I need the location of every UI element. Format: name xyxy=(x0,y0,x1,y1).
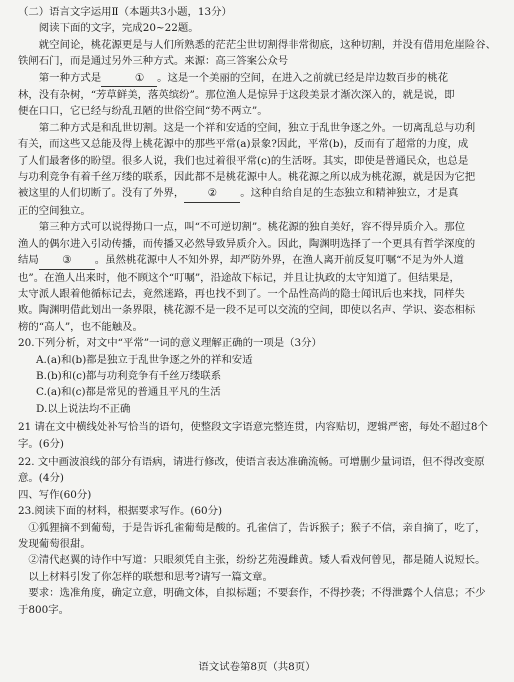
passage-line: 榜的“高人”，也不能触及。 xyxy=(18,320,143,333)
blank-1: ① xyxy=(101,70,157,87)
passage xyxy=(18,37,498,335)
passage-line: 第三种方式可以说得拗口一点，叫“不可逆切割”。桃花源的独自美好，容不得异质介入。那位 xyxy=(38,221,466,234)
passage-line: 有关，而这些又总能及得上桃花源中的那些平常(a)景象?因此，平常(b)，反而有了超常的力度，成 xyxy=(18,138,469,151)
passage-line: 第二种方式是和乱世切割。这是一个祥和安适的空间，独立于乱世争逐之外。一切离乱总与功利 xyxy=(38,121,476,134)
question-20 xyxy=(18,335,498,417)
writing-requirements: 于800字。 xyxy=(18,603,70,616)
question-stem: 意。(4分) xyxy=(18,472,64,485)
passage-line: 第一种方式是 ① 。这是一个美丽的空间，在进入之前就已经是岸边数百步的桃花 xyxy=(18,70,498,87)
writing-heading: 四、写作(60分) xyxy=(18,488,92,501)
option-c: C.(a)和(c)都是常见的普通且平凡的生活 xyxy=(36,386,221,399)
passage-line: 渔人的偶尔进入引动传播，而传播又必然导致异质介入。因此，陶渊明选择了一个更具有哲学深度的 xyxy=(18,237,476,250)
material-line: 发现葡萄很甜。 xyxy=(18,538,91,550)
material-line: ②清代赵翼的诗作中写道：只眼须凭自主张，纷纷艺苑漫雌黄。矮人看戏何曾见，都是随人说短长。 xyxy=(28,554,486,567)
passage-line: 结局 ③ 。虽然桃花源中人不知外界，却严防外界，在渔人离开前反复叮嘱“不足为外人道 xyxy=(18,252,498,269)
passage-line: 就空间论，桃花源更是与人们所熟悉的茫茫尘世切割得非常彻底，这种切割，并没有借用危崖险谷、 xyxy=(38,38,496,51)
question-21 xyxy=(18,419,498,452)
writing-requirements: 要求：选准角度，确定立意，明确文体，自拟标题；不要套作，不得抄袭；不得泄露个人信息；不少 xyxy=(28,587,486,600)
writing-prompt: 以上材料引发了你怎样的联想和思考?请写一篇文章。 xyxy=(28,570,273,583)
question-stem: 22. 文中画波浪线的部分有语病，请进行修改，使语言表达准确流畅。可增删少量词语，但不得改变原 xyxy=(18,455,485,468)
section-instruction: 阅读下面的文字，完成20~22题。 xyxy=(38,22,199,35)
passage-line: 铁闸石门，而是通过另外三种方式。来源：高三答案公众号 xyxy=(18,55,289,68)
question-23 xyxy=(18,503,498,618)
passage-line: 正的空间独立。 xyxy=(18,204,91,217)
exam-content xyxy=(18,4,498,618)
question-stem: 23.阅读下面的材料，根据要求写作。(60分) xyxy=(18,505,223,518)
passage-line: 被这里的人们切断了。没有了外界， ② 。这种自给自足的生态独立和精神独立，才是真 xyxy=(18,185,498,202)
question-22 xyxy=(18,454,498,487)
passage-line: 也”。在渔人出来时，他不顾这个“叮嘱”，沿途故下标记，并且让执政的太守知道了。但结果是， xyxy=(18,271,460,284)
passage-line: 与功利竞争有着千丝万缕的联系，因此都不是桃花源中人。桃花源之所以成为桃花源，就是因为它把 xyxy=(18,171,476,184)
section-heading: （二）语言文字运用Ⅱ（本题共3小题，13分） xyxy=(18,6,232,18)
option-a: A.(a)和(b)都是独立于乱世争逐之外的祥和安适 xyxy=(36,353,253,366)
passage-line: 林，没有杂树，“芳草鲜美，落英缤纷”。那位渔人是惊异于这段美景才渐次深入的，就是说，即 xyxy=(18,89,455,102)
blank-3: ③ xyxy=(39,252,95,269)
option-b: B.(b)和(c)都与功利竞争有千丝万缕联系 xyxy=(36,369,222,382)
page-footer: 语文试卷第8页（共8页） xyxy=(198,661,316,673)
passage-line: 败。陶渊明借此划出一条界限，桃花源不是一段不足可以交流的空间，即使以名声、学识、姿态相标 xyxy=(18,304,476,317)
blank-2: ② xyxy=(184,185,240,202)
question-stem: 21 请在文中横线处补写恰当的语句，使整段文字语意完整连贯，内容贴切，逻辑严密，每处不超过8个 xyxy=(18,421,488,434)
passage-line: 便在口口，它已经与纷乱丑陋的世俗空间“势不两立”。 xyxy=(18,105,268,118)
option-d: D.以上说法均不正确 xyxy=(36,402,131,415)
material-line: ①狐狸摘不到葡萄，于是告诉孔雀葡萄是酸的。孔雀信了，告诉猴子；猴子不信，亲自摘了，吃了， xyxy=(28,521,486,534)
passage-line: 了人们最奢侈的盼望。很多人说，我们也过着很平常(c)的生活呀。其实，即使是普通民众，也总是 xyxy=(18,154,469,167)
question-stem: 20.下列分析，对文中“平常”一词的意义理解正确的一项是（3分） xyxy=(18,337,322,350)
question-stem: 字。(6分) xyxy=(18,437,64,450)
passage-line: 太守派人跟着他循标记去，竟然迷路，再也找不到了。一个品性高尚的隐士闻讯后也来找，同样失 xyxy=(18,287,465,300)
